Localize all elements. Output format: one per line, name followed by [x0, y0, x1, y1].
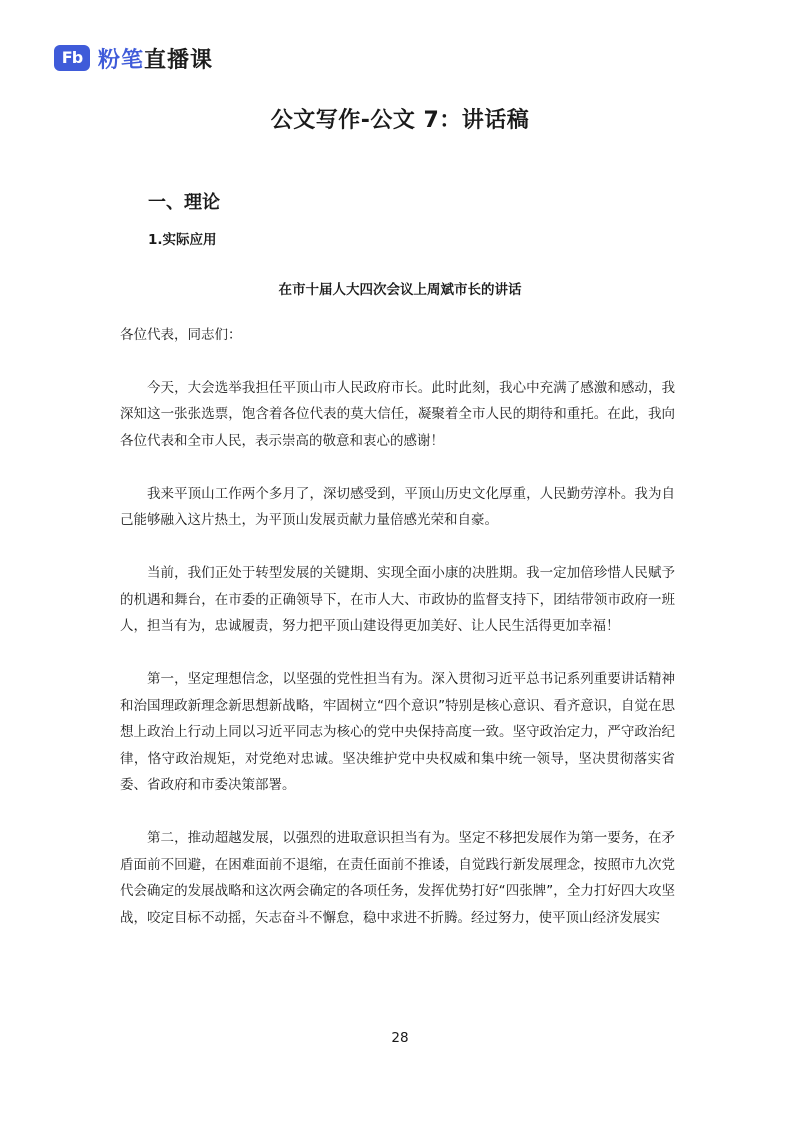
brand-name-main: 粉笔 [98, 47, 145, 73]
speech-title: 在市十届人大四次会议上周斌市长的讲话 [278, 282, 522, 298]
page-title: 公文写作-公文 7：讲话稿 [270, 108, 530, 133]
paragraph: 今天，大会选举我担任平顶山市人民政府市长。此时此刻，我心中充满了感激和感动，我深知这一张张选票，饱含着各位代表的莫大信任，凝聚着全市人民的期待和重托。在此，我向各位代表和全市人民，表示崇高的敬意和衷心的感谢！ [120, 379, 675, 449]
paragraph: 当前，我们正处于转型发展的关键期、实现全面小康的决胜期。我一定加倍珍惜人民赋予的机遇和舞台，在市委的正确领导下，在市人大、市政协的监督支持下，团结带领市政府一班人，担当有为，忠诚履责，努力把平顶山建设得更加美好、让人民生活得更加幸福！ [120, 565, 675, 634]
greeting: 各位代表，同志们： [120, 327, 242, 343]
speech-body [120, 322, 675, 958]
brand-logo [54, 44, 213, 72]
paragraph: 第二，推动超越发展，以强烈的进取意识担当有为。坚定不移把发展作为第一要务，在矛盾面前不回避，在困难面前不退缩，在责任面前不推诿，自觉践行新发展理念，按照市九次党代会确定的发展战略和这次两会确定的各项任务，发挥优势打好“四张牌”，全力打好四大攻坚战，咬定目标不动摇，矢志奋斗不懈怠，稳中求进不折腾。经过努力，使平顶山经济发展实 [120, 830, 675, 926]
subsection-heading: 1.实际应用 [148, 232, 217, 248]
fenbi-logo-icon: Fb [54, 45, 90, 71]
paragraph: 我来平顶山工作两个多月了，深切感受到，平顶山历史文化厚重，人民勤劳淳朴。我为自己能够融入这片热土，为平顶山发展贡献力量倍感光荣和自豪。 [120, 485, 675, 528]
paragraph: 第一，坚定理想信念，以坚强的党性担当有为。深入贯彻习近平总书记系列重要讲话精神和治国理政新理念新思想新战略，牢固树立“四个意识”特别是核心意识、看齐意识，自觉在思想上政治上行动上同以习近平同志为核心的党中央保持高度一致。坚守政治定力，严守政治纪律，恪守政治规矩，对党绝对忠诚。坚决维护党中央权威和集中统一领导，坚决贯彻落实省委、省政府和市委决策部署。 [120, 671, 675, 793]
page-number: 28 [391, 1030, 409, 1046]
section-heading: 一、理论 [148, 192, 220, 213]
brand-name [98, 43, 213, 74]
brand-name-suffix: 直播课 [144, 47, 214, 73]
